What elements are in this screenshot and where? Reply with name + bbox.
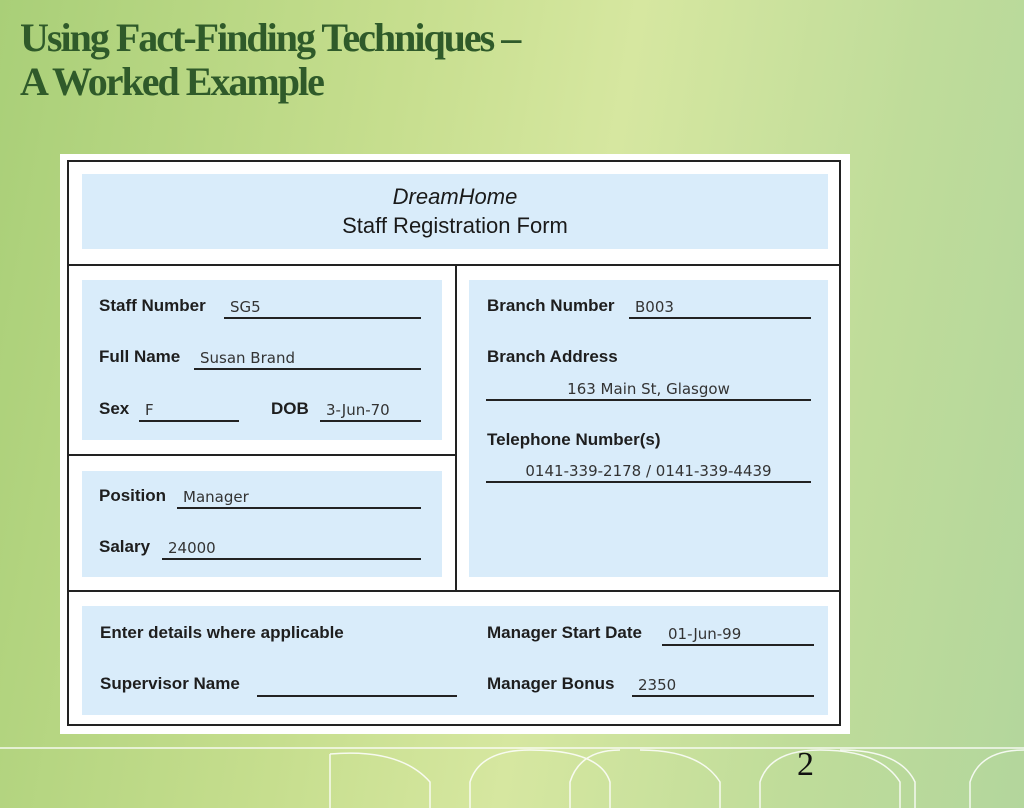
- position-field[interactable]: Manager: [177, 487, 421, 509]
- supervisor-name-field[interactable]: [257, 675, 457, 697]
- applicable-note: Enter details where applicable: [100, 623, 344, 642]
- staff-registration-form: [60, 154, 850, 734]
- manager-bonus-field[interactable]: 2350: [632, 675, 814, 697]
- slide-title-line-2: A Worked Example: [20, 59, 323, 104]
- slide-title-line-1: Using Fact-Finding Techniques –: [20, 15, 520, 60]
- branch-address-field[interactable]: 163 Main St, Glasgow: [486, 379, 811, 401]
- form-name: Staff Registration Form: [342, 213, 568, 238]
- branch-number-field[interactable]: B003: [629, 297, 811, 319]
- manager-start-date-label: Manager Start Date: [487, 623, 642, 642]
- supervisor-name-label: Supervisor Name: [100, 674, 240, 693]
- full-name-field[interactable]: Susan Brand: [194, 348, 421, 370]
- divider-bottom: [69, 590, 839, 592]
- sex-label: Sex: [99, 399, 130, 418]
- decorative-arches: [0, 742, 1024, 808]
- divider-header: [69, 264, 839, 266]
- branch-number-label: Branch Number: [487, 296, 615, 315]
- dob-field[interactable]: 3-Jun-70: [320, 400, 421, 422]
- branch-panel: [469, 280, 828, 577]
- salary-label: Salary: [99, 537, 151, 556]
- divider-left: [69, 454, 455, 456]
- dob-label: DOB: [271, 399, 309, 418]
- branch-address-label: Branch Address: [487, 347, 618, 366]
- telephone-label: Telephone Number(s): [487, 430, 661, 449]
- form-border: [67, 160, 841, 726]
- salary-field[interactable]: 24000: [162, 538, 421, 560]
- sex-field[interactable]: F: [139, 400, 239, 422]
- slide-title: [20, 16, 519, 104]
- page-number: 2: [797, 746, 814, 783]
- telephone-field[interactable]: 0141-339-2178 / 0141-339-4439: [486, 461, 811, 483]
- staff-number-field[interactable]: SG5: [224, 297, 421, 319]
- manager-bonus-label: Manager Bonus: [487, 674, 615, 693]
- staff-number-label: Staff Number: [99, 296, 206, 315]
- manager-start-date-field[interactable]: 01-Jun-99: [662, 624, 814, 646]
- form-brand: DreamHome: [392, 184, 518, 209]
- divider-vertical: [455, 264, 457, 592]
- position-label: Position: [99, 486, 167, 505]
- full-name-label: Full Name: [99, 347, 181, 366]
- form-header: [82, 174, 828, 249]
